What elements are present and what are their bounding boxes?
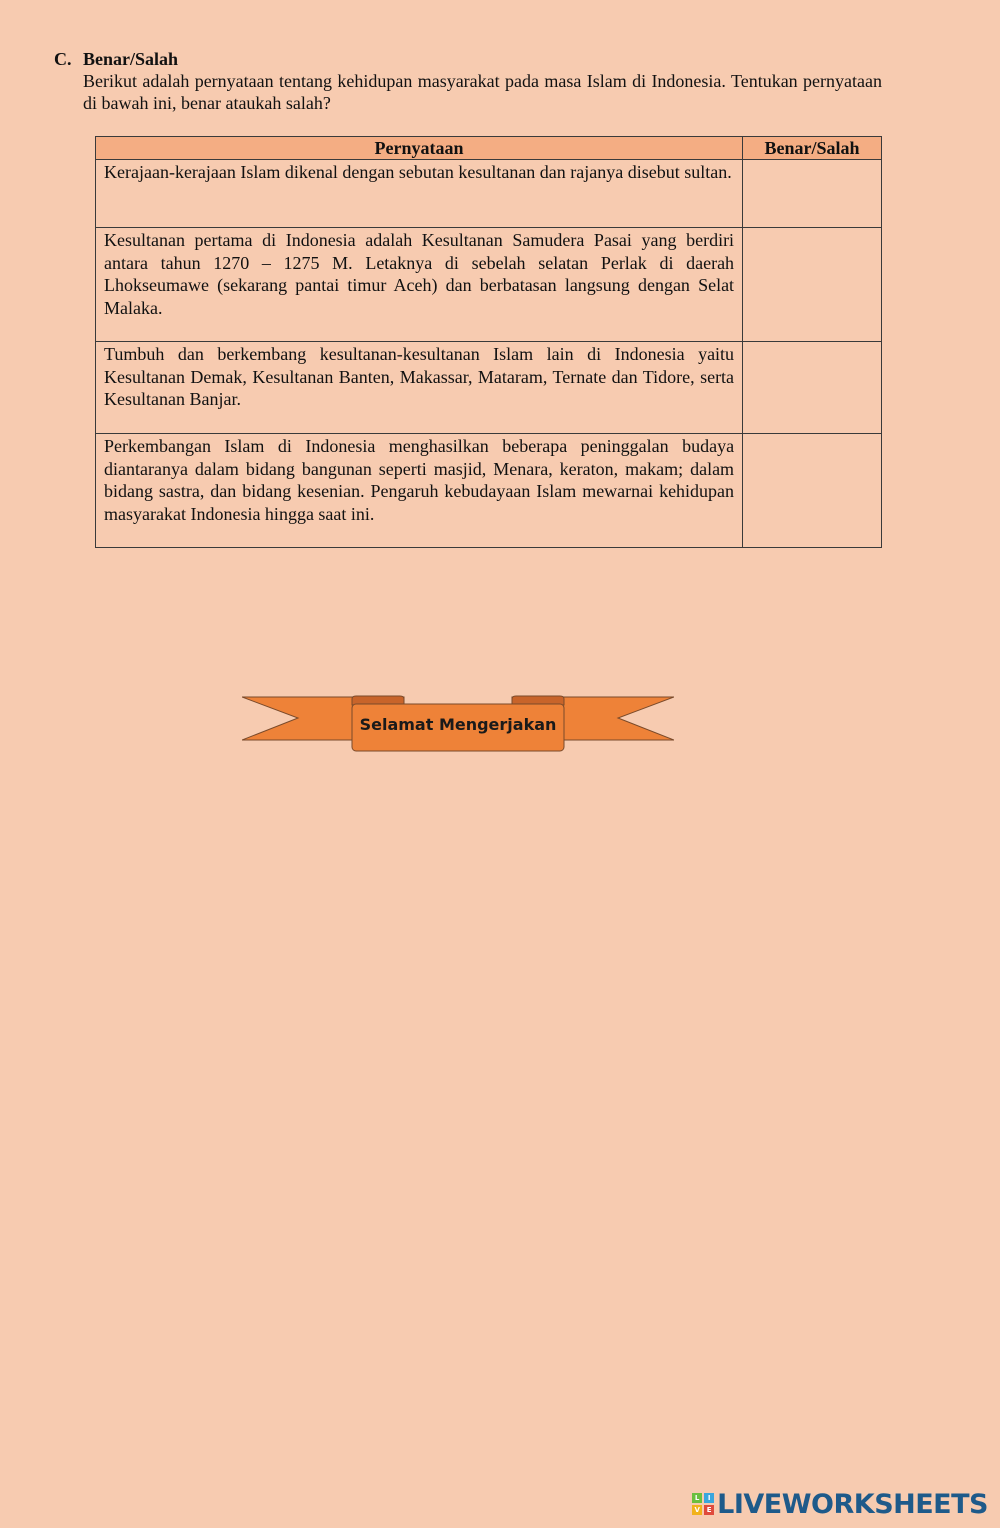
section-letter: C.	[54, 49, 72, 69]
answer-cell[interactable]	[743, 342, 882, 434]
answer-cell[interactable]	[743, 434, 882, 548]
logo-block-e: E	[704, 1505, 714, 1515]
logo-blocks-icon	[692, 1493, 714, 1515]
section-title: Benar/Salah	[83, 49, 179, 69]
section-c	[54, 48, 882, 114]
answer-cell[interactable]	[743, 160, 882, 228]
statement-cell: Kesultanan pertama di Indonesia adalah Kesultanan Samudera Pasai yang berdiri antara tahun 1270 – 1275 M. Letaknya di sebelah selatan Perlak di daerah Lhokseumawe (sekarang pantai timur Aceh) dan berbatasan langsung dengan Selat Malaka.	[96, 228, 743, 342]
statement-cell: Kerajaan-kerajaan Islam dikenal dengan sebutan kesultanan dan rajanya disebut sultan.	[96, 160, 743, 228]
logo-block-i: I	[704, 1493, 714, 1503]
logo-text: LIVEWORKSHEETS	[717, 1488, 988, 1520]
closing-ribbon-banner	[242, 695, 674, 753]
logo-block-v: V	[692, 1505, 702, 1515]
true-false-table	[95, 136, 882, 548]
table-row	[96, 342, 882, 434]
logo-block-l: L	[692, 1493, 702, 1503]
table-row	[96, 434, 882, 548]
liveworksheets-logo	[692, 1488, 988, 1520]
table-header-row	[96, 137, 882, 160]
section-heading	[54, 48, 882, 70]
table-row	[96, 160, 882, 228]
ribbon-label: Selamat Mengerjakan	[359, 715, 557, 734]
header-statement: Pernyataan	[96, 137, 743, 160]
table-row	[96, 228, 882, 342]
section-instruction: Berikut adalah pernyataan tentang kehidupan masyarakat pada masa Islam di Indonesia. Tentukan pernyataan di bawah ini, benar ataukah salah?	[83, 71, 882, 113]
statement-cell: Perkembangan Islam di Indonesia menghasilkan beberapa peninggalan budaya diantaranya dalam bidang bangunan seperti masjid, Menara, keraton, makam; dalam bidang sastra, dan bidang kesenian. Pengaruh kebudayaan Islam mewarnai kehidupan masyarakat Indonesia hingga saat ini.	[96, 434, 743, 548]
statement-cell: Tumbuh dan berkembang kesultanan-kesultanan Islam lain di Indonesia yaitu Kesultanan Demak, Kesultanan Banten, Makassar, Mataram, Ternate dan Tidore, serta Kesultanan Banjar.	[96, 342, 743, 434]
answer-cell[interactable]	[743, 228, 882, 342]
header-answer: Benar/Salah	[743, 137, 882, 160]
